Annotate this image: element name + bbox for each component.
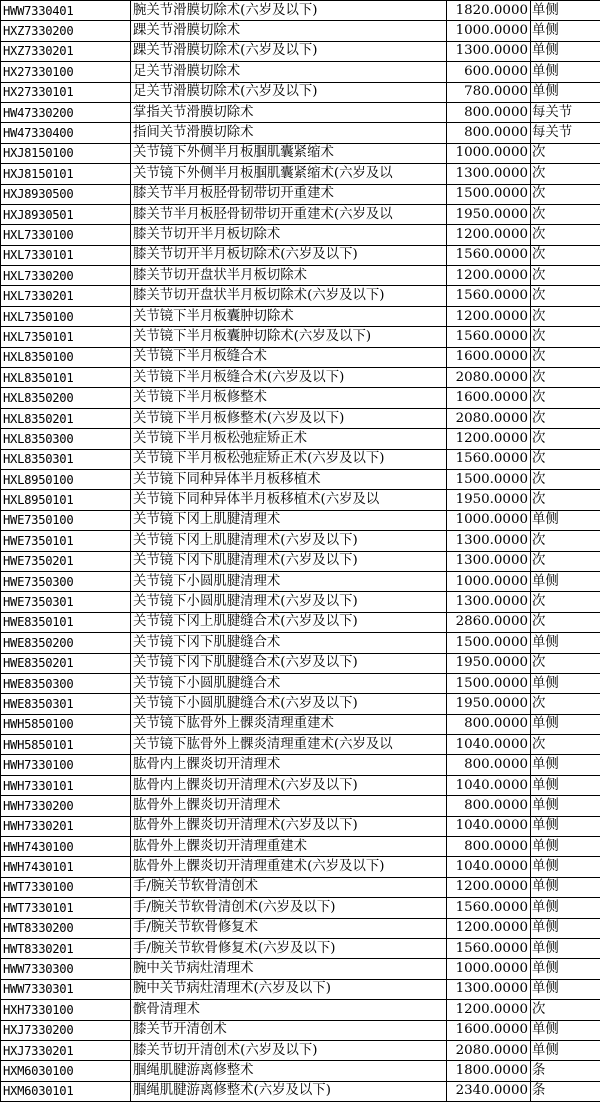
item-name-cell: 关节镜下肱骨外上髁炎清理重建术(六岁及以 — [131, 735, 447, 755]
item-code-cell: HWW7330300 — [1, 959, 131, 979]
item-price-cell: 1560.0000 — [447, 327, 531, 347]
item-price-cell: 1200.0000 — [447, 918, 531, 938]
item-code-cell: HWE8350101 — [1, 612, 131, 632]
item-name-cell: 关节镜下同种异体半月板移植术 — [131, 469, 447, 489]
item-price-cell: 1560.0000 — [447, 898, 531, 918]
item-name-cell: 关节镜下冈下肌腱缝合术(六岁及以下) — [131, 653, 447, 673]
item-unit-cell: 单侧 — [531, 1040, 600, 1060]
item-price-cell: 1300.0000 — [447, 551, 531, 571]
item-unit-cell: 次 — [531, 551, 600, 571]
item-unit-cell: 每关节 — [531, 123, 600, 143]
item-code-cell: HW47330200 — [1, 102, 131, 122]
item-code-cell: HXJ7330200 — [1, 1020, 131, 1040]
item-unit-cell: 次 — [531, 306, 600, 326]
item-name-cell: 腕中关节病灶清理术(六岁及以下) — [131, 979, 447, 999]
item-unit-cell: 次 — [531, 429, 600, 449]
item-unit-cell: 次 — [531, 531, 600, 551]
table-row — [1, 918, 600, 938]
table-row — [1, 979, 600, 999]
item-code-cell: HWE8350201 — [1, 653, 131, 673]
item-unit-cell: 单侧 — [531, 837, 600, 857]
table-row — [1, 204, 600, 224]
item-code-cell: HWT8330201 — [1, 938, 131, 958]
table-row — [1, 62, 600, 82]
item-code-cell: HXL7330101 — [1, 245, 131, 265]
item-price-cell: 1500.0000 — [447, 633, 531, 653]
item-code-cell: HWH7330100 — [1, 755, 131, 775]
table-row — [1, 877, 600, 897]
item-code-cell: HWE7350101 — [1, 531, 131, 551]
item-name-cell: 关节镜下外侧半月板腘肌囊紧缩术(六岁及以 — [131, 164, 447, 184]
item-unit-cell: 次 — [531, 143, 600, 163]
item-name-cell: 关节镜下半月板松弛症矫正术(六岁及以下) — [131, 449, 447, 469]
table-row — [1, 469, 600, 489]
table-row — [1, 592, 600, 612]
table-row — [1, 857, 600, 877]
item-unit-cell: 每关节 — [531, 102, 600, 122]
item-unit-cell: 次 — [531, 653, 600, 673]
item-name-cell: 膝关节半月板胫骨韧带切开重建术 — [131, 184, 447, 204]
table-row — [1, 510, 600, 530]
table-row — [1, 82, 600, 102]
item-price-cell: 1300.0000 — [447, 979, 531, 999]
item-name-cell: 膝关节切开盘状半月板切除术 — [131, 266, 447, 286]
item-code-cell: HWH5850101 — [1, 735, 131, 755]
item-price-cell: 800.0000 — [447, 837, 531, 857]
item-name-cell: 髌骨清理术 — [131, 1000, 447, 1020]
item-code-cell: HXL7330200 — [1, 266, 131, 286]
item-code-cell: HWE8350301 — [1, 694, 131, 714]
item-price-cell: 1200.0000 — [447, 429, 531, 449]
item-code-cell: HWH5850100 — [1, 714, 131, 734]
item-unit-cell: 单侧 — [531, 633, 600, 653]
item-unit-cell: 次 — [531, 327, 600, 347]
item-code-cell: HXZ7330201 — [1, 41, 131, 61]
item-name-cell: 关节镜下冈上肌腱清理术 — [131, 510, 447, 530]
item-price-cell: 1560.0000 — [447, 449, 531, 469]
table-row — [1, 612, 600, 632]
item-price-cell: 1560.0000 — [447, 245, 531, 265]
item-price-cell: 1950.0000 — [447, 204, 531, 224]
item-unit-cell: 单侧 — [531, 775, 600, 795]
item-price-cell: 1950.0000 — [447, 694, 531, 714]
item-price-cell: 1200.0000 — [447, 306, 531, 326]
item-unit-cell: 次 — [531, 449, 600, 469]
item-name-cell: 腘绳肌腱游离修整术 — [131, 1061, 447, 1081]
item-name-cell: 关节镜下半月板缝合术 — [131, 347, 447, 367]
table-row — [1, 653, 600, 673]
item-unit-cell: 单侧 — [531, 1, 600, 21]
item-name-cell: 膝关节开清创术 — [131, 1020, 447, 1040]
item-name-cell: 膝关节切开清创术(六岁及以下) — [131, 1040, 447, 1060]
item-code-cell: HXL7350101 — [1, 327, 131, 347]
item-price-cell: 800.0000 — [447, 755, 531, 775]
item-name-cell: 关节镜下冈上肌腱缝合术(六岁及以下) — [131, 612, 447, 632]
item-price-cell: 1500.0000 — [447, 469, 531, 489]
item-code-cell: HXJ8930500 — [1, 184, 131, 204]
item-name-cell: 膝关节切开半月板切除术 — [131, 225, 447, 245]
item-code-cell: HWW7330301 — [1, 979, 131, 999]
table-row — [1, 633, 600, 653]
item-name-cell: 肱骨内上髁炎切开清理术(六岁及以下) — [131, 775, 447, 795]
item-price-cell: 800.0000 — [447, 796, 531, 816]
item-price-cell: 2860.0000 — [447, 612, 531, 632]
item-name-cell: 关节镜下同种异体半月板移植术(六岁及以 — [131, 490, 447, 510]
item-price-cell: 1600.0000 — [447, 1020, 531, 1040]
item-name-cell: 足关节滑膜切除术(六岁及以下) — [131, 82, 447, 102]
item-price-cell: 2080.0000 — [447, 368, 531, 388]
item-unit-cell: 次 — [531, 368, 600, 388]
item-unit-cell: 单侧 — [531, 571, 600, 591]
item-name-cell: 腕关节滑膜切除术(六岁及以下) — [131, 1, 447, 21]
item-name-cell: 膝关节半月板胫骨韧带切开重建术(六岁及以 — [131, 204, 447, 224]
item-code-cell: HXL8350100 — [1, 347, 131, 367]
item-name-cell: 掌指关节滑膜切除术 — [131, 102, 447, 122]
item-code-cell: HXJ8150100 — [1, 143, 131, 163]
table-row — [1, 41, 600, 61]
item-code-cell: HWE8350300 — [1, 673, 131, 693]
item-unit-cell: 单侧 — [531, 959, 600, 979]
item-price-cell: 600.0000 — [447, 62, 531, 82]
item-code-cell: HXL8950100 — [1, 469, 131, 489]
item-price-cell: 1500.0000 — [447, 184, 531, 204]
item-unit-cell: 次 — [531, 694, 600, 714]
item-unit-cell: 次 — [531, 612, 600, 632]
item-unit-cell: 次 — [531, 388, 600, 408]
item-price-cell: 1200.0000 — [447, 225, 531, 245]
item-code-cell: HXL8350200 — [1, 388, 131, 408]
table-row — [1, 959, 600, 979]
table-row — [1, 816, 600, 836]
item-name-cell: 膝关节切开盘状半月板切除术(六岁及以下) — [131, 286, 447, 306]
item-unit-cell: 条 — [531, 1081, 600, 1101]
item-unit-cell: 单侧 — [531, 877, 600, 897]
table-row — [1, 286, 600, 306]
item-unit-cell: 次 — [531, 204, 600, 224]
item-price-cell: 1800.0000 — [447, 1061, 531, 1081]
item-unit-cell: 单侧 — [531, 510, 600, 530]
item-unit-cell: 次 — [531, 164, 600, 184]
item-name-cell: 肱骨外上髁炎切开清理重建术 — [131, 837, 447, 857]
item-name-cell: 关节镜下半月板松弛症矫正术 — [131, 429, 447, 449]
item-unit-cell: 次 — [531, 735, 600, 755]
item-unit-cell: 单侧 — [531, 714, 600, 734]
item-code-cell: HWH7330201 — [1, 816, 131, 836]
item-name-cell: 关节镜下冈上肌腱清理术(六岁及以下) — [131, 531, 447, 551]
item-price-cell: 1040.0000 — [447, 775, 531, 795]
item-price-cell: 1040.0000 — [447, 816, 531, 836]
table-row — [1, 143, 600, 163]
item-name-cell: 关节镜下冈下肌腱缝合术 — [131, 633, 447, 653]
item-unit-cell: 次 — [531, 184, 600, 204]
table-row — [1, 449, 600, 469]
table-row — [1, 938, 600, 958]
item-code-cell: HXL7330201 — [1, 286, 131, 306]
item-code-cell: HWE7350201 — [1, 551, 131, 571]
item-unit-cell: 次 — [531, 286, 600, 306]
item-price-cell: 1950.0000 — [447, 653, 531, 673]
item-name-cell: 腘绳肌腱游离修整术(六岁及以下) — [131, 1081, 447, 1101]
item-price-cell: 1000.0000 — [447, 571, 531, 591]
item-price-cell: 1040.0000 — [447, 735, 531, 755]
table-row — [1, 245, 600, 265]
table-row — [1, 714, 600, 734]
item-price-cell: 1000.0000 — [447, 143, 531, 163]
item-unit-cell: 次 — [531, 1000, 600, 1020]
item-unit-cell: 次 — [531, 347, 600, 367]
item-code-cell: HWH7430101 — [1, 857, 131, 877]
table-row — [1, 1040, 600, 1060]
item-unit-cell: 单侧 — [531, 979, 600, 999]
item-name-cell: 关节镜下半月板囊肿切除术 — [131, 306, 447, 326]
item-unit-cell: 次 — [531, 490, 600, 510]
table-row — [1, 225, 600, 245]
item-code-cell: HXM6030101 — [1, 1081, 131, 1101]
item-code-cell: HXL8350301 — [1, 449, 131, 469]
item-code-cell: HWT7330100 — [1, 877, 131, 897]
table-row — [1, 266, 600, 286]
item-code-cell: HXZ7330200 — [1, 21, 131, 41]
item-code-cell: HWT8330200 — [1, 918, 131, 938]
item-code-cell: HXJ8150101 — [1, 164, 131, 184]
item-price-cell: 1950.0000 — [447, 490, 531, 510]
item-name-cell: 关节镜下半月板修整术 — [131, 388, 447, 408]
table-row — [1, 368, 600, 388]
item-code-cell: HXJ7330201 — [1, 1040, 131, 1060]
item-code-cell: HXM6030100 — [1, 1061, 131, 1081]
table-row — [1, 755, 600, 775]
table-row — [1, 1061, 600, 1081]
item-code-cell: HW47330400 — [1, 123, 131, 143]
table-row — [1, 571, 600, 591]
item-code-cell: HXL7330100 — [1, 225, 131, 245]
item-name-cell: 手/腕关节软骨清创术 — [131, 877, 447, 897]
table-row — [1, 551, 600, 571]
table-row — [1, 898, 600, 918]
item-unit-cell: 次 — [531, 225, 600, 245]
item-unit-cell: 单侧 — [531, 857, 600, 877]
table-row — [1, 735, 600, 755]
table-row — [1, 164, 600, 184]
item-price-cell: 800.0000 — [447, 102, 531, 122]
table-row — [1, 123, 600, 143]
item-code-cell: HXL8350300 — [1, 429, 131, 449]
item-price-cell: 1000.0000 — [447, 510, 531, 530]
item-price-cell: 780.0000 — [447, 82, 531, 102]
item-name-cell: 手/腕关节软骨清创术(六岁及以下) — [131, 898, 447, 918]
item-name-cell: 肱骨外上髁炎切开清理重建术(六岁及以下) — [131, 857, 447, 877]
item-code-cell: HXH7330100 — [1, 1000, 131, 1020]
item-unit-cell: 次 — [531, 469, 600, 489]
item-price-cell: 1300.0000 — [447, 41, 531, 61]
item-name-cell: 足关节滑膜切除术 — [131, 62, 447, 82]
item-name-cell: 踝关节滑膜切除术 — [131, 21, 447, 41]
item-code-cell: HWW7330401 — [1, 1, 131, 21]
item-price-cell: 1600.0000 — [447, 347, 531, 367]
item-unit-cell: 单侧 — [531, 938, 600, 958]
item-name-cell: 肱骨内上髁炎切开清理术 — [131, 755, 447, 775]
table-row — [1, 1020, 600, 1040]
item-code-cell: HXJ8930501 — [1, 204, 131, 224]
item-unit-cell: 次 — [531, 245, 600, 265]
item-price-cell: 1200.0000 — [447, 877, 531, 897]
item-name-cell: 关节镜下小圆肌腱缝合术 — [131, 673, 447, 693]
table-row — [1, 184, 600, 204]
item-unit-cell: 次 — [531, 408, 600, 428]
item-code-cell: HWE8350200 — [1, 633, 131, 653]
item-unit-cell: 单侧 — [531, 82, 600, 102]
item-code-cell: HWE7350301 — [1, 592, 131, 612]
item-code-cell: HWT7330101 — [1, 898, 131, 918]
item-name-cell: 腕中关节病灶清理术 — [131, 959, 447, 979]
item-price-cell: 1200.0000 — [447, 1000, 531, 1020]
item-price-cell: 1300.0000 — [447, 531, 531, 551]
item-code-cell: HX27330100 — [1, 62, 131, 82]
table-row — [1, 1000, 600, 1020]
item-name-cell: 关节镜下冈下肌腱清理术(六岁及以下) — [131, 551, 447, 571]
item-name-cell: 关节镜下小圆肌腱清理术(六岁及以下) — [131, 592, 447, 612]
table-row — [1, 1, 600, 21]
item-price-cell: 1820.0000 — [447, 1, 531, 21]
table-row — [1, 388, 600, 408]
item-name-cell: 指间关节滑膜切除术 — [131, 123, 447, 143]
item-unit-cell: 单侧 — [531, 796, 600, 816]
item-price-cell: 1560.0000 — [447, 938, 531, 958]
item-name-cell: 关节镜下小圆肌腱缝合术(六岁及以下) — [131, 694, 447, 714]
table-row — [1, 1081, 600, 1101]
item-unit-cell: 单侧 — [531, 673, 600, 693]
item-unit-cell: 单侧 — [531, 755, 600, 775]
item-unit-cell: 单侧 — [531, 1020, 600, 1040]
item-code-cell: HWH7430100 — [1, 837, 131, 857]
item-price-cell: 2080.0000 — [447, 1040, 531, 1060]
fee-table-body — [1, 1, 600, 1102]
item-code-cell: HXL8350201 — [1, 408, 131, 428]
item-name-cell: 关节镜下外侧半月板腘肌囊紧缩术 — [131, 143, 447, 163]
item-price-cell: 1040.0000 — [447, 857, 531, 877]
table-row — [1, 347, 600, 367]
table-row — [1, 775, 600, 795]
item-price-cell: 1300.0000 — [447, 592, 531, 612]
item-unit-cell: 单侧 — [531, 918, 600, 938]
item-name-cell: 肱骨外上髁炎切开清理术(六岁及以下) — [131, 816, 447, 836]
item-code-cell: HX27330101 — [1, 82, 131, 102]
item-code-cell: HWH7330101 — [1, 775, 131, 795]
item-unit-cell: 单侧 — [531, 62, 600, 82]
item-price-cell: 1000.0000 — [447, 959, 531, 979]
item-price-cell: 2080.0000 — [447, 408, 531, 428]
table-row — [1, 306, 600, 326]
item-price-cell: 1000.0000 — [447, 21, 531, 41]
item-name-cell: 关节镜下半月板缝合术(六岁及以下) — [131, 368, 447, 388]
item-code-cell: HWE7350100 — [1, 510, 131, 530]
item-unit-cell: 次 — [531, 592, 600, 612]
item-name-cell: 手/腕关节软骨修复术 — [131, 918, 447, 938]
table-row — [1, 21, 600, 41]
item-price-cell: 1560.0000 — [447, 286, 531, 306]
item-price-cell: 1500.0000 — [447, 673, 531, 693]
item-unit-cell: 单侧 — [531, 41, 600, 61]
table-row — [1, 694, 600, 714]
item-name-cell: 肱骨外上髁炎切开清理术 — [131, 796, 447, 816]
item-unit-cell: 单侧 — [531, 898, 600, 918]
item-name-cell: 关节镜下小圆肌腱清理术 — [131, 571, 447, 591]
table-row — [1, 429, 600, 449]
item-price-cell: 1300.0000 — [447, 164, 531, 184]
item-unit-cell: 单侧 — [531, 816, 600, 836]
table-row — [1, 837, 600, 857]
item-name-cell: 手/腕关节软骨修复术(六岁及以下) — [131, 938, 447, 958]
item-name-cell: 关节镜下肱骨外上髁炎清理重建术 — [131, 714, 447, 734]
table-row — [1, 490, 600, 510]
table-row — [1, 408, 600, 428]
item-name-cell: 踝关节滑膜切除术(六岁及以下) — [131, 41, 447, 61]
item-unit-cell: 条 — [531, 1061, 600, 1081]
item-price-cell: 2340.0000 — [447, 1081, 531, 1101]
item-code-cell: HWE7350300 — [1, 571, 131, 591]
item-code-cell: HXL8950101 — [1, 490, 131, 510]
item-unit-cell: 次 — [531, 266, 600, 286]
item-name-cell: 膝关节切开半月板切除术(六岁及以下) — [131, 245, 447, 265]
table-row — [1, 327, 600, 347]
item-name-cell: 关节镜下半月板囊肿切除术(六岁及以下) — [131, 327, 447, 347]
table-row — [1, 673, 600, 693]
table-row — [1, 796, 600, 816]
item-price-cell: 1200.0000 — [447, 266, 531, 286]
item-price-cell: 1600.0000 — [447, 388, 531, 408]
item-code-cell: HXL8350101 — [1, 368, 131, 388]
table-row — [1, 531, 600, 551]
item-unit-cell: 单侧 — [531, 21, 600, 41]
item-code-cell: HWH7330200 — [1, 796, 131, 816]
table-row — [1, 102, 600, 122]
item-name-cell: 关节镜下半月板修整术(六岁及以下) — [131, 408, 447, 428]
item-price-cell: 800.0000 — [447, 123, 531, 143]
item-price-cell: 800.0000 — [447, 714, 531, 734]
item-code-cell: HXL7350100 — [1, 306, 131, 326]
